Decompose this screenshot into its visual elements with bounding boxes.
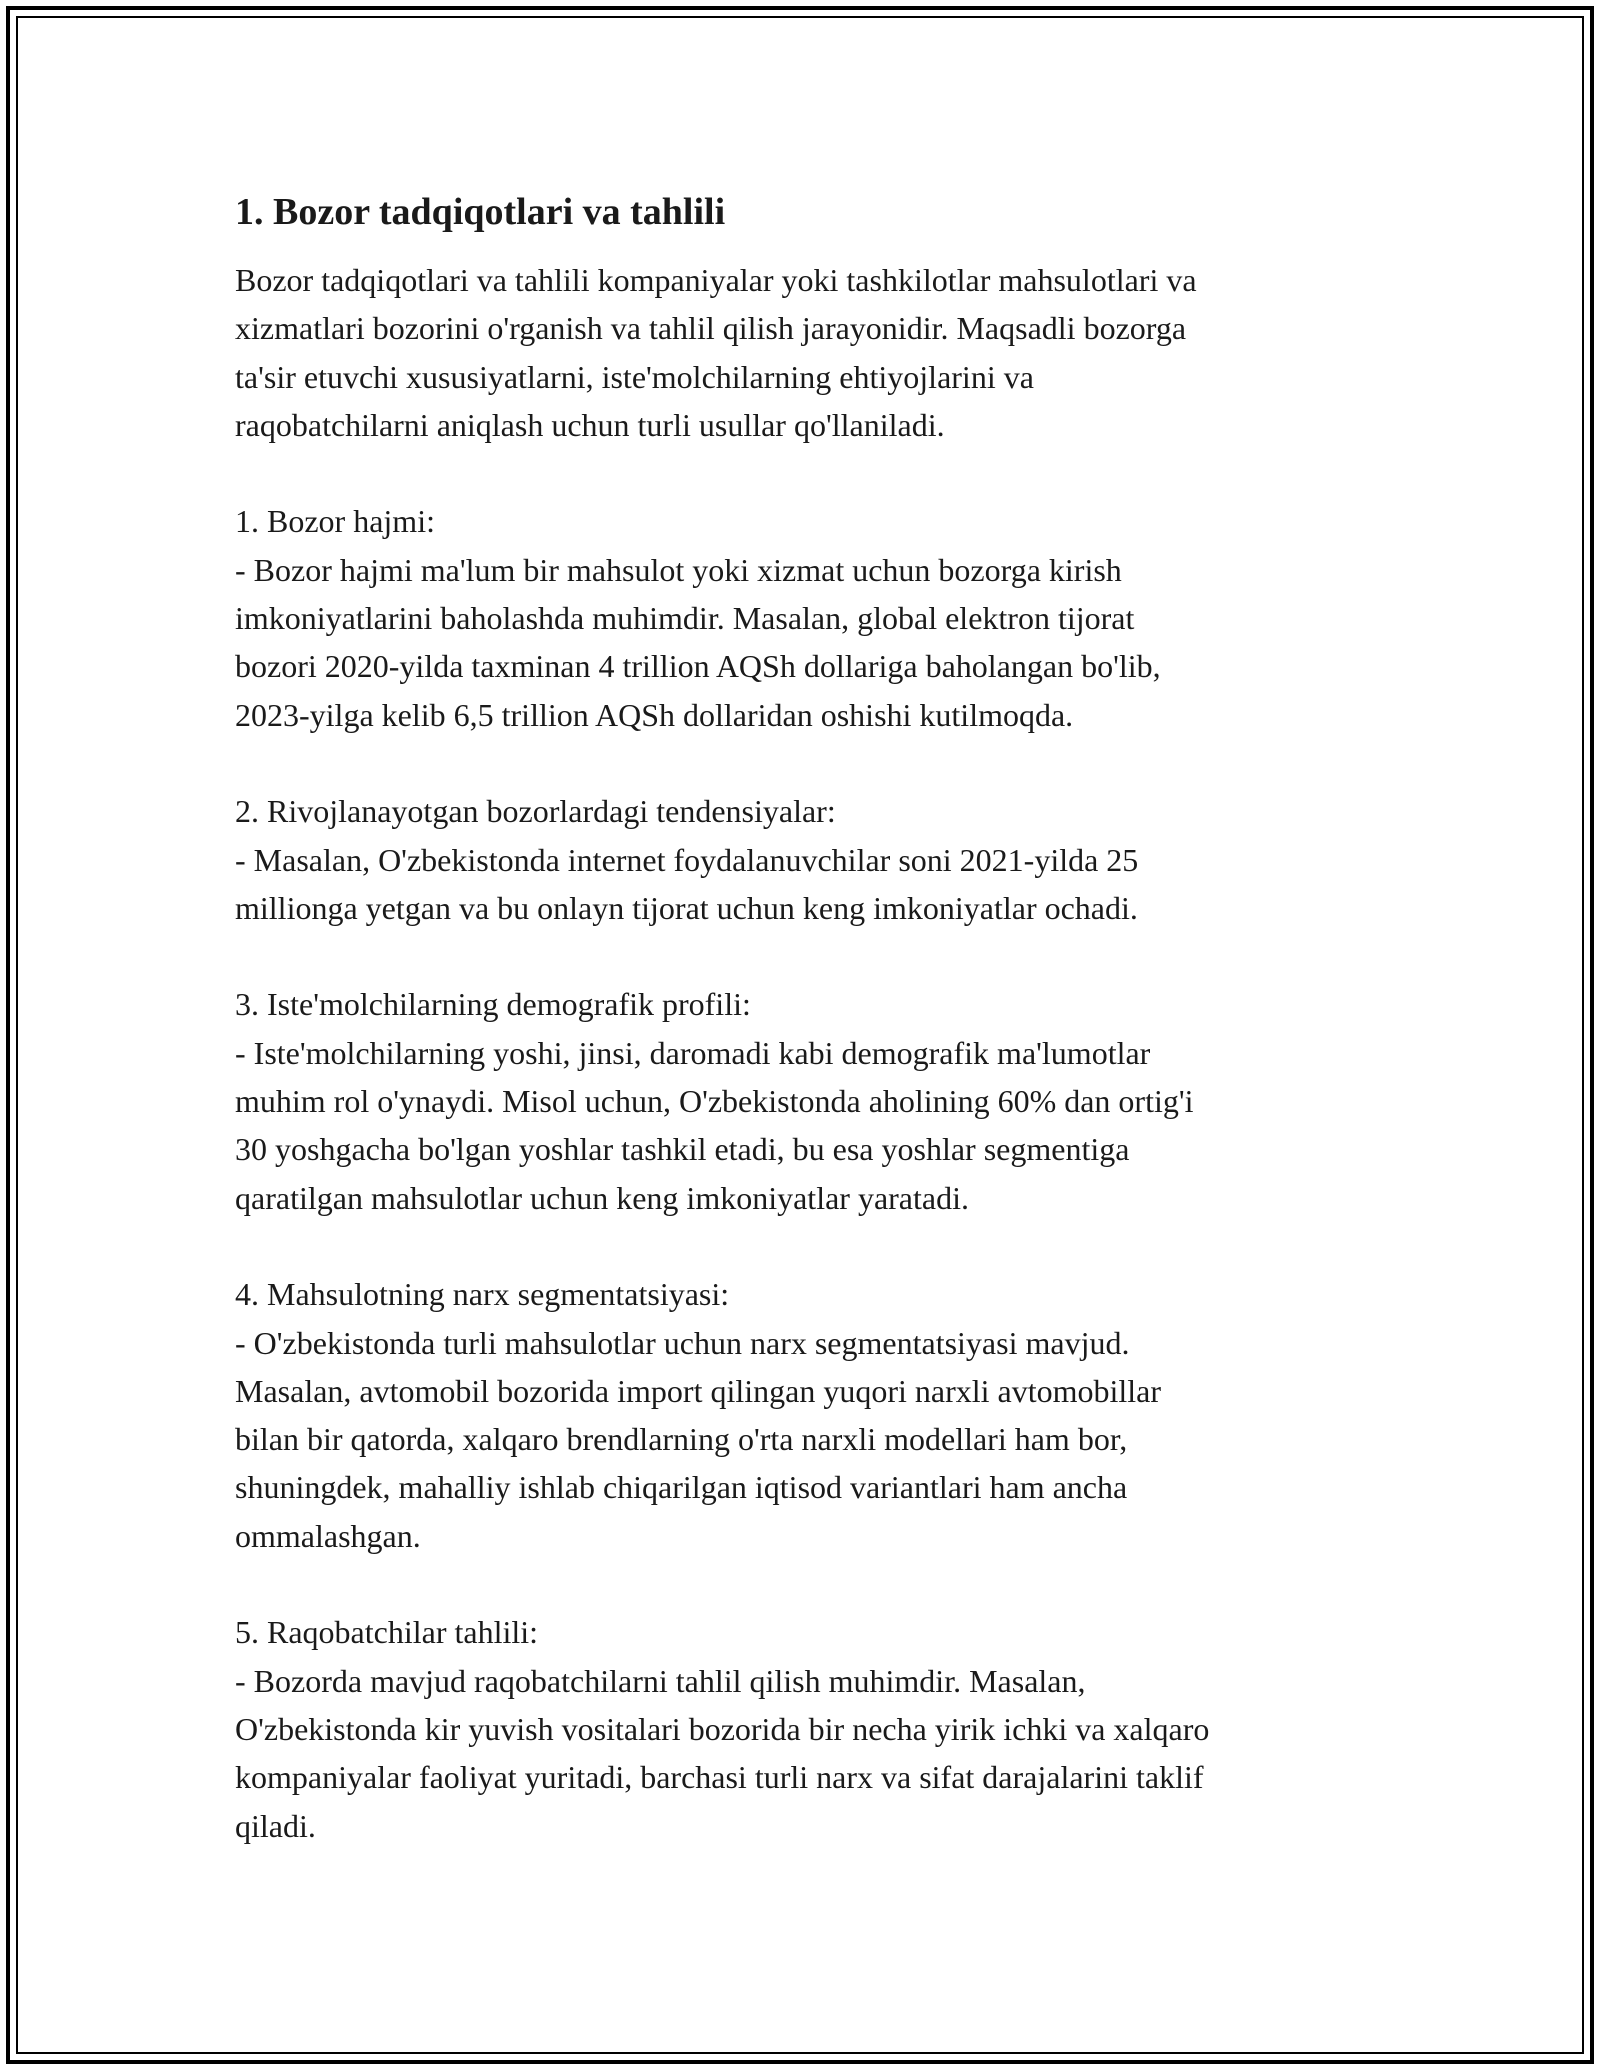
document-title: 1. Bozor tadqiqotlari va tahlili (235, 191, 726, 233)
section-demographics (235, 980, 1385, 1221)
spacer (235, 1222, 1385, 1270)
spacer (235, 1560, 1385, 1608)
document-body (235, 188, 1385, 1850)
section-heading: 5. Raqobatchilar tahlili: (235, 1614, 539, 1651)
intro-paragraph: Bozor tadqiqotlari va tahlili kompaniyalar yoki tashkilotlar mahsulotlari va xizmatlari bozorini o'rganish va tahlil qilish jarayonidir. Maqsadli bozorga ta'sir etuvchi xususiyatlarni, iste'molchilarning ehtiyojlarini va raqobatchilarni aniqlash uchun turli usullar qo'llaniladi. (235, 262, 1197, 443)
section-heading: 3. Iste'molchilarning demografik profili: (235, 986, 751, 1023)
section-heading: 4. Mahsulotning narx segmentatsiyasi: (235, 1276, 730, 1313)
section-text: - Iste'molchilarning yoshi, jinsi, daromadi kabi demografik ma'lumotlar muhim rol o'ynaydi. Misol uchun, O'zbekistonda aholining 60% dan ortig'i 30 yoshgacha bo'lgan yoshlar tashkil etadi, bu esa yoshlar segmentiga qaratilgan mahsulotlar uchun keng imkoniyatlar yaratadi. (235, 1034, 1194, 1216)
section-text: - Masalan, O'zbekistonda internet foydalanuvchilar soni 2021-yilda 25 millionga yetgan va bu onlayn tijorat uchun keng imkoniyatlar ochadi. (235, 841, 1139, 926)
section-text: - Bozorda mavjud raqobatchilarni tahlil qilish muhimdir. Masalan, O'zbekistonda kir yuvish vositalari bozorida bir necha yirik ichki va xalqaro kompaniyalar faoliyat yuritadi, barchasi turli narx va sifat darajalarini taklif qiladi. (235, 1662, 1210, 1844)
section-market-size (235, 497, 1385, 738)
section-competitor-analysis (235, 1608, 1385, 1849)
section-price-segmentation (235, 1270, 1385, 1560)
spacer (235, 449, 1385, 497)
section-text: - Bozor hajmi ma'lum bir mahsulot yoki xizmat uchun bozorga kirish imkoniyatlarini baholashda muhimdir. Masalan, global elektron tijorat bozori 2020-yilda taxminan 4 trillion AQSh dollariga baholangan bo'lib, 2023-yilga kelib 6,5 trillion AQSh dollaridan oshishi kutilmoqda. (235, 551, 1161, 733)
section-text: - O'zbekistonda turli mahsulotlar uchun narx segmentatsiyasi mavjud. Masalan, avtomobil bozorida import qilingan yuqori narxli avtomobillar bilan bir qatorda, xalqaro brendlarning o'rta narxli modellari ham bor, shuningdek, mahalliy ishlab chiqarilgan iqtisod variantlari ham ancha ommalashgan. (235, 1324, 1162, 1554)
section-heading: 1. Bozor hajmi: (235, 503, 435, 540)
spacer (235, 932, 1385, 980)
section-emerging-trends (235, 787, 1385, 932)
section-heading: 2. Rivojlanayotgan bozorlardagi tendensiyalar: (235, 793, 836, 830)
spacer (235, 739, 1385, 787)
